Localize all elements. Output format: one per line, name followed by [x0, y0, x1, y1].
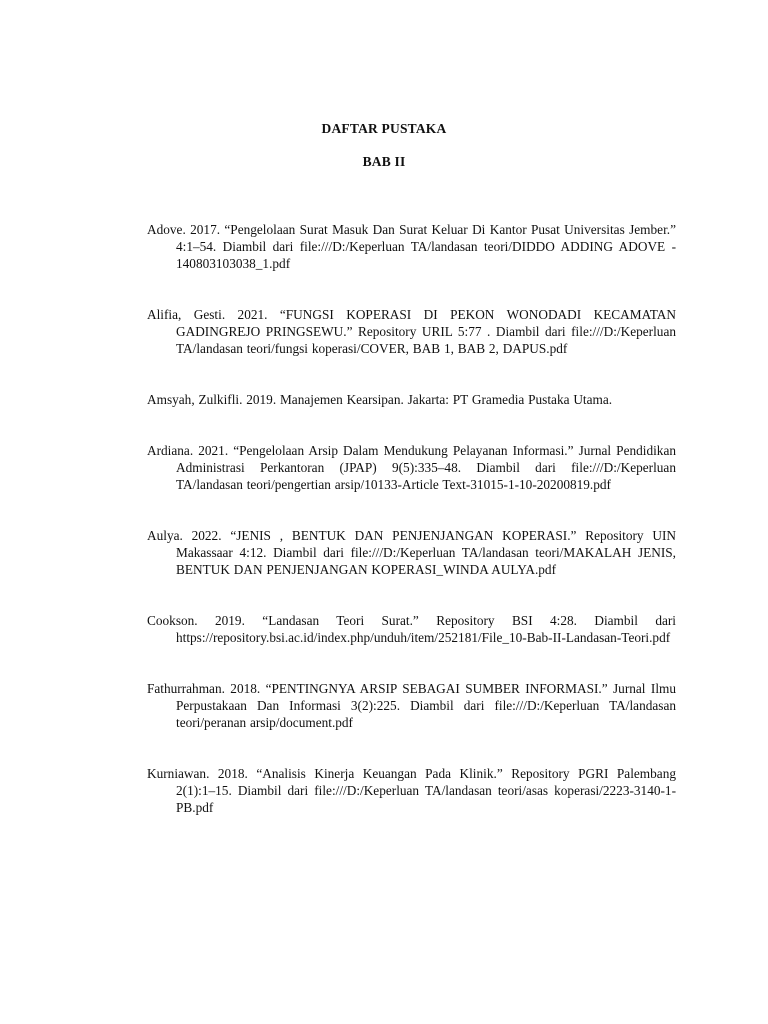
- page-title: DAFTAR PUSTAKA: [321, 121, 447, 136]
- reference-entry-adove: Adove. 2017. “Pengelolaan Surat Masuk Dan Surat Keluar Di Kantor Pusat Universitas Jember.” 4:1–54. Diambil dari file:///D:/Keperluan TA/landasan teori/DIDDO ADDING ADOVE - 140803103038_1.pdf: [147, 222, 676, 271]
- reference-entry-fathurrahman: Fathurrahman. 2018. “PENTINGNYA ARSIP SEBAGAI SUMBER INFORMASI.” Jurnal Ilmu Perpustakaan Dan Informasi 3(2):225. Diambil dari file:///D:/Keperluan TA/landasan teori/peranan arsip/document.pdf: [147, 681, 676, 730]
- chapter-subtitle: BAB II: [362, 154, 406, 169]
- reference-entry-cookson: Cookson. 2019. “Landasan Teori Surat.” Repository BSI 4:28. Diambil dari https://repository.bsi.ac.id/index.php/unduh/item/252181/File_10-Bab-II-Landasan-Teori.pdf: [147, 613, 676, 645]
- reference-entry-aulya: Aulya. 2022. “JENIS , BENTUK DAN PENJENJANGAN KOPERASI.” Repository UIN Makassaar 4:12. Diambil dari file:///D:/Keperluan TA/landasan teori/MAKALAH JENIS, BENTUK DAN PENJENJANGAN KOPERASI_WINDA AULYA.pdf: [147, 528, 676, 577]
- reference-list: [147, 221, 676, 816]
- reference-entry-amsyah: Amsyah, Zulkifli. 2019. Manajemen Kearsipan. Jakarta: PT Gramedia Pustaka Utama.: [147, 392, 613, 407]
- reference-entry-ardiana: Ardiana. 2021. “Pengelolaan Arsip Dalam Mendukung Pelayanan Informasi.” Jurnal Pendidikan Administrasi Perkantoran (JPAP) 9(5):335–48. Diambil dari file:///D:/Keperluan TA/landasan teori/pengertian arsip/10133-Article Text-31015-1-10-20200819.pdf: [147, 443, 676, 492]
- reference-entry-alifia: Alifia, Gesti. 2021. “FUNGSI KOPERASI DI PEKON WONODADI KECAMATAN GADINGREJO PRINGSEWU.” Repository URIL 5:77 . Diambil dari file:///D:/Keperluan TA/landasan teori/fungsi koperasi/COVER, BAB 1, BAB 2, DAPUS.pdf: [147, 307, 676, 356]
- reference-entry-kurniawan: Kurniawan. 2018. “Analisis Kinerja Keuangan Pada Klinik.” Repository PGRI Palembang 2(1):1–15. Diambil dari file:///D:/Keperluan TA/landasan teori/asas koperasi/2223-3140-1-PB.pdf: [147, 766, 676, 815]
